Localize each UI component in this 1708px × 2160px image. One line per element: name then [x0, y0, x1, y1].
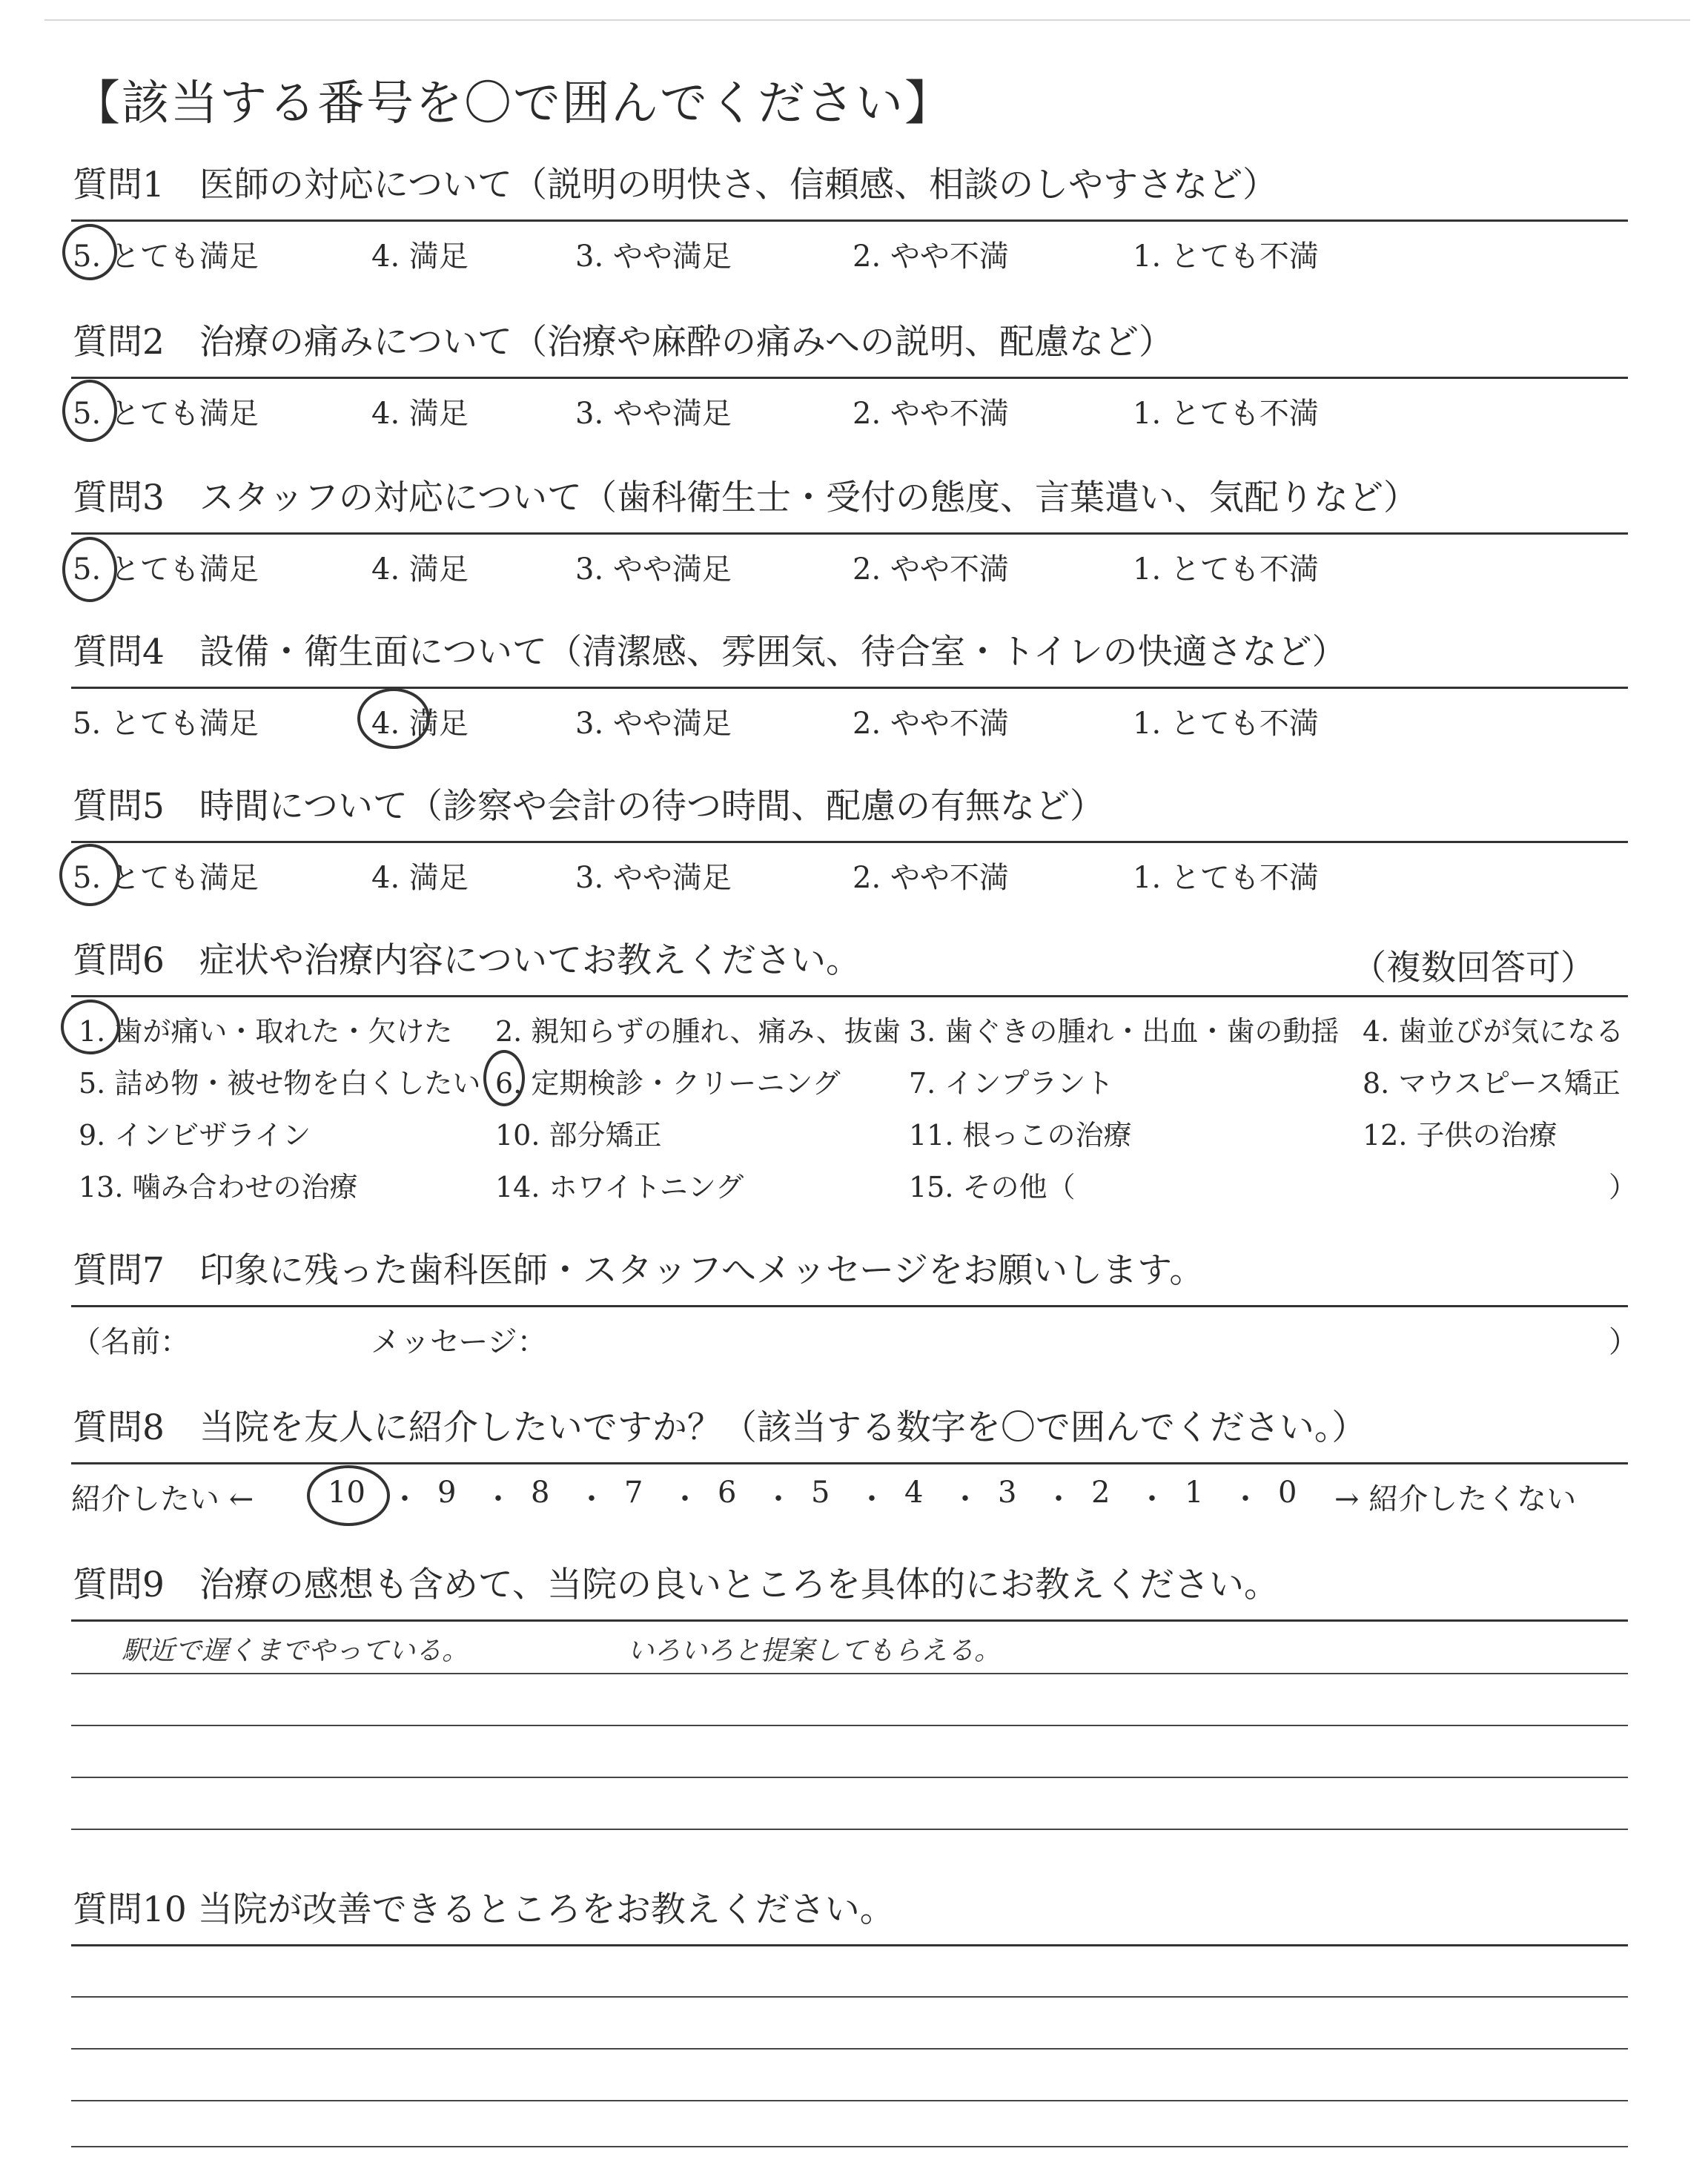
question-title: 質問1 医師の対応について（説明の明快さ、信頼感、相談のしやすさなど） [73, 165, 1278, 205]
option-2[interactable]: 2. やや不満 [853, 240, 1009, 274]
option-4[interactable]: 4. 満足 [371, 240, 469, 274]
question-8 [71, 1407, 1628, 1516]
scale-7[interactable]: 7 [624, 1476, 643, 1510]
scale-separator: ・ [764, 1482, 793, 1516]
question-title: 質問6 症状や治療内容についてお教えください。 [73, 940, 861, 981]
answer-part-1: 駅近で遅くまでやっている。 [122, 1636, 469, 1666]
option-2[interactable]: 2. やや不満 [853, 552, 1009, 587]
scale-separator: ・ [1231, 1482, 1260, 1516]
title-rule [71, 1619, 1628, 1622]
scale-separator: ・ [950, 1482, 980, 1516]
option-1[interactable]: 1. とても不満 [1133, 240, 1319, 274]
message-field[interactable] [553, 1318, 1591, 1355]
option-1[interactable]: 1. とても不満 [1133, 861, 1319, 895]
symptom-option-10[interactable]: 10. 部分矯正 [495, 1119, 662, 1152]
option-4[interactable]: 4. 満足 [371, 552, 469, 587]
title-rule [71, 532, 1628, 535]
page-heading: 【該当する番号を〇で囲んでください】 [73, 76, 953, 131]
question-title: 質問8 当院を友人に紹介したいですか？（該当する数字を〇で囲んでください。） [73, 1407, 1367, 1448]
scale-2[interactable]: 2 [1091, 1476, 1110, 1510]
writing-line[interactable] [71, 1829, 1628, 1830]
question-title: 質問3 スタッフの対応について（歯科衛生士・受付の態度、言葉遣い、気配りなど） [73, 478, 1418, 518]
question-5 [71, 786, 1628, 895]
option-2[interactable]: 2. やや不満 [853, 861, 1009, 895]
question-2 [71, 322, 1628, 431]
option-1[interactable]: 1. とても不満 [1133, 707, 1319, 741]
scale-8[interactable]: 8 [531, 1476, 550, 1510]
option-5[interactable]: 5. とても満足 [73, 240, 259, 274]
symptom-option-11[interactable]: 11. 根っこの治療 [909, 1119, 1132, 1152]
symptom-option-12[interactable]: 12. 子供の治療 [1363, 1119, 1558, 1152]
title-rule [71, 995, 1628, 997]
symptom-option-8[interactable]: 8. マウスピース矯正 [1363, 1067, 1621, 1100]
question-title: 質問2 治療の痛みについて（治療や麻酔の痛みへの説明、配慮など） [73, 322, 1174, 363]
writing-line[interactable] [71, 1996, 1628, 1998]
scale-4[interactable]: 4 [904, 1476, 924, 1510]
symptom-option-14[interactable]: 14. ホワイトニング [495, 1171, 744, 1203]
scale-1[interactable]: 1 [1185, 1476, 1204, 1510]
title-rule [71, 1305, 1628, 1307]
option-3[interactable]: 3. やや満足 [575, 397, 732, 431]
scale-9[interactable]: 9 [437, 1476, 457, 1510]
symptom-option-13[interactable]: 13. 噛み合わせの治療 [79, 1171, 358, 1203]
symptom-option-15[interactable]: 15. その他（ [909, 1171, 1076, 1203]
title-rule [71, 841, 1628, 843]
question-title: 質問5 時間について（診察や会計の待つ時間、配慮の有無など） [73, 786, 1105, 827]
title-rule [71, 219, 1628, 222]
question-6 [71, 940, 1638, 1203]
symptom-option-1[interactable]: 1. 歯が痛い・取れた・欠けた [79, 1015, 453, 1048]
option-3[interactable]: 3. やや満足 [575, 861, 732, 895]
question-9 [71, 1565, 1628, 1666]
writing-line[interactable] [71, 2048, 1628, 2050]
scale-separator: ・ [1137, 1482, 1167, 1516]
scale-separator: ・ [390, 1482, 420, 1516]
question-4 [71, 632, 1628, 741]
option-1[interactable]: 1. とても不満 [1133, 552, 1319, 587]
question-1 [71, 165, 1628, 274]
option-4[interactable]: 4. 満足 [371, 397, 469, 431]
answer-part-2: いろいろと提案してもらえる。 [627, 1636, 1002, 1666]
symptom-option-4[interactable]: 4. 歯並びが気になる [1363, 1015, 1624, 1048]
scale-5[interactable]: 5 [811, 1476, 830, 1510]
symptom-option-6[interactable]: 6. 定期検診・クリーニング [495, 1067, 841, 1100]
scale-separator: ・ [670, 1482, 700, 1516]
writing-line[interactable] [71, 1673, 1628, 1674]
symptom-option-5[interactable]: 5. 詰め物・被せ物を白くしたい [79, 1067, 481, 1100]
scale-0[interactable]: 0 [1278, 1476, 1297, 1510]
writing-line[interactable] [71, 1725, 1628, 1726]
close-paren: ） [1609, 1325, 1638, 1359]
message-label: メッセージ： [371, 1325, 547, 1359]
scale-separator: ・ [577, 1482, 606, 1516]
not-recommend-label: → 紹介したくない [1334, 1482, 1577, 1516]
question-title: 質問7 印象に残った歯科医師・スタッフへメッセージをお願いします。 [73, 1250, 1205, 1291]
scale-separator: ・ [857, 1482, 887, 1516]
option-5[interactable]: 5. とても満足 [73, 552, 259, 587]
writing-line[interactable] [71, 2100, 1628, 2101]
scale-3[interactable]: 3 [998, 1476, 1017, 1510]
option-5[interactable]: 5. とても満足 [73, 397, 259, 431]
writing-line[interactable] [71, 2146, 1628, 2147]
question-title: 質問9 治療の感想も含めて、当院の良いところを具体的にお教えください。 [73, 1565, 1279, 1605]
symptom-option-9[interactable]: 9. インビザライン [79, 1119, 311, 1152]
scale-6[interactable]: 6 [718, 1476, 737, 1510]
symptom-option-7[interactable]: 7. インプラント [909, 1067, 1114, 1100]
question-title: 質問10 当院が改善できるところをお教えください。 [73, 1889, 895, 1930]
question-10 [71, 1889, 1628, 1931]
scale-separator: ・ [1044, 1482, 1073, 1516]
option-5[interactable]: 5. とても満足 [73, 707, 259, 741]
option-3[interactable]: 3. やや満足 [575, 240, 732, 274]
symptom-option-2[interactable]: 2. 親知らずの腫れ、痛み、抜歯 [495, 1015, 901, 1048]
option-2[interactable]: 2. やや不満 [853, 707, 1009, 741]
symptom-option-3[interactable]: 3. 歯ぐきの腫れ・出血・歯の動揺 [909, 1015, 1340, 1048]
writing-line[interactable] [71, 1777, 1628, 1778]
title-rule [71, 377, 1628, 379]
multiple-answers-note: （複数回答可） [1351, 948, 1595, 988]
title-rule [71, 1944, 1628, 1946]
scale-10[interactable]: 10 [328, 1476, 365, 1510]
scale-separator: ・ [483, 1482, 513, 1516]
option-3[interactable]: 3. やや満足 [575, 707, 732, 741]
page-top-edge [44, 19, 1690, 21]
question-title: 質問4 設備・衛生面について（清潔感、雰囲気、待合室・トイレの快適さなど） [73, 632, 1347, 673]
question-3 [71, 478, 1628, 587]
option-1[interactable]: 1. とても不満 [1133, 397, 1319, 431]
title-rule [71, 687, 1628, 689]
option-2[interactable]: 2. やや不満 [853, 397, 1009, 431]
option-5[interactable]: 5. とても満足 [73, 861, 259, 895]
option-4[interactable]: 4. 満足 [371, 861, 469, 895]
other-close-paren: ） [1609, 1171, 1638, 1203]
recommend-label: 紹介したい ← [71, 1482, 254, 1516]
question-7 [71, 1250, 1638, 1359]
option-4[interactable]: 4. 満足 [371, 707, 469, 741]
title-rule [71, 1462, 1628, 1464]
name-label: （名前： [71, 1325, 190, 1359]
option-3[interactable]: 3. やや満足 [575, 552, 732, 587]
